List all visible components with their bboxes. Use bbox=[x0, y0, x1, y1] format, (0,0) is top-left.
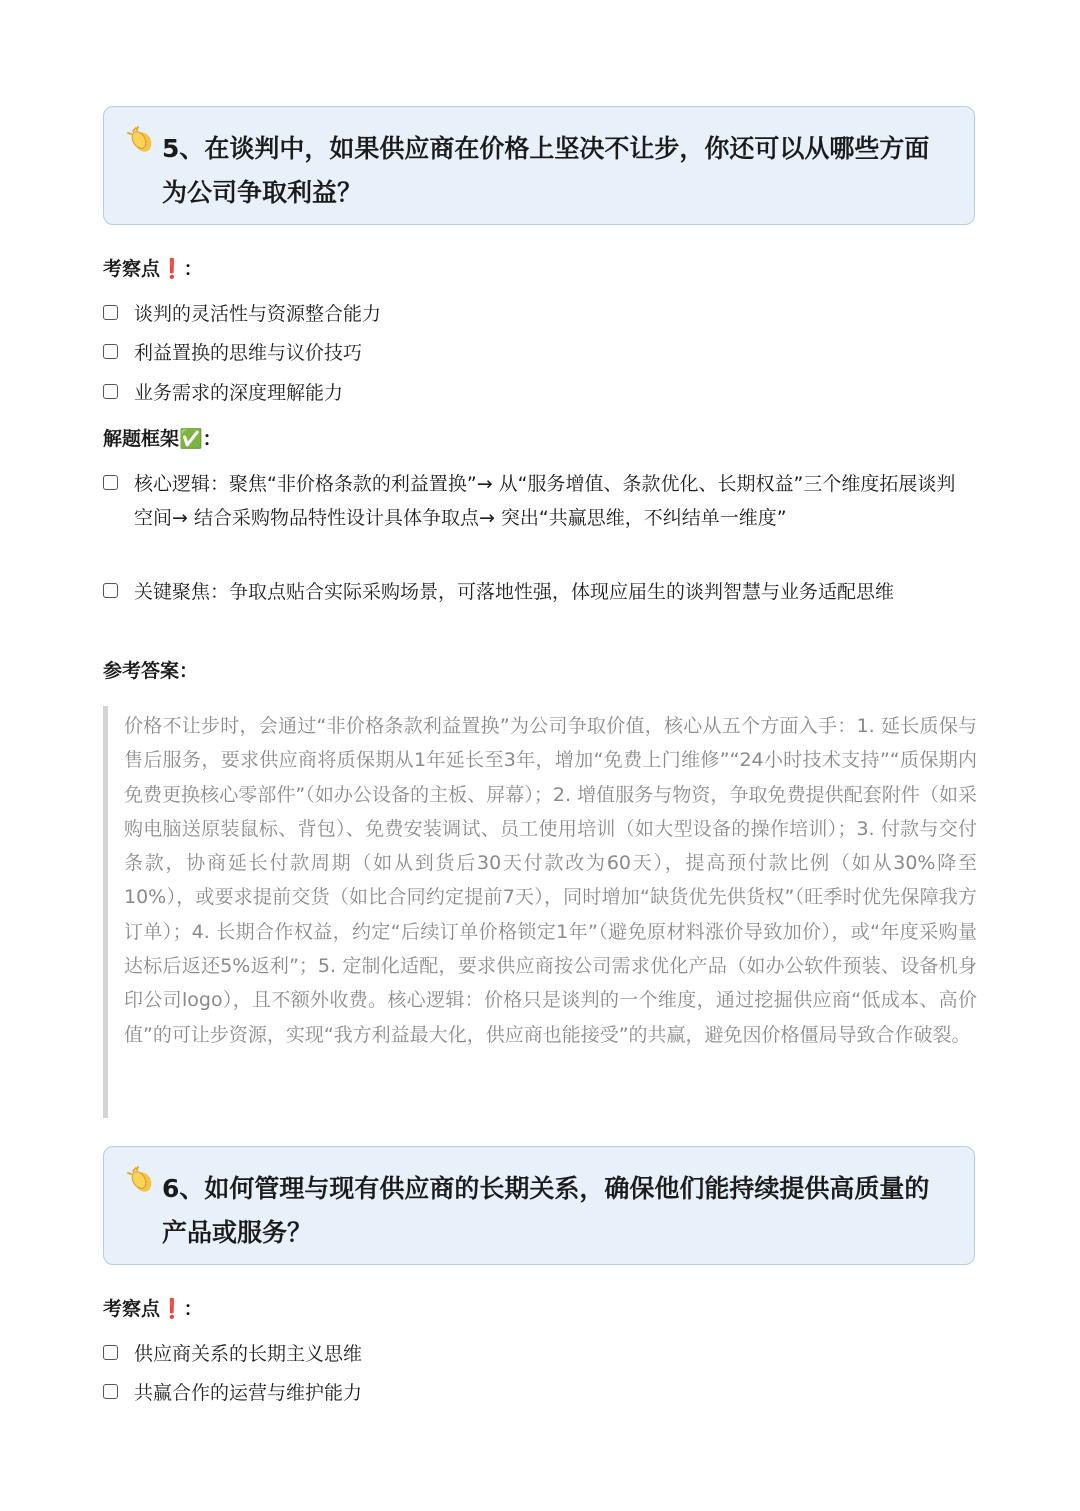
exam-point-text: 供应商关系的长期主义思维 bbox=[134, 1343, 363, 1365]
checkbox[interactable] bbox=[103, 475, 118, 490]
exam-point-item[interactable] bbox=[103, 376, 963, 410]
framework-label: 解题框架✅： bbox=[103, 428, 222, 450]
clapping-hands-icon bbox=[126, 1165, 156, 1195]
framework-text: 核心逻辑：聚焦“非价格条款的利益置换”→ 从“服务增值、条款优化、长期权益”三个维度拓展谈判空间→ 结合采购物品特性设计具体争取点→ 突出“共赢思维，不纠结单一维度” bbox=[134, 473, 956, 529]
exam-point-text: 共赢合作的运营与维护能力 bbox=[134, 1382, 363, 1404]
checkbox[interactable] bbox=[103, 305, 118, 320]
answer-text: 价格不让步时，会通过“非价格条款利益置换”为公司争取价值，核心从五个方面入手：1. 延长质保与售后服务，要求供应商将质保期从1年延长至3年，增加“免费上门维修”“24小时技术支持”“质保期内免费更换核心零部件”（如办公设备的主板、屏幕）；2. 增值服务与物资，争取免费提供配套附件（如采购电脑送原装鼠标、背包）、免费安装调试、员工使用培训（如大型设备的操作培训）；3. 付款与交付条款，协商延长付款周期（如从到货后30天付款改为60天），提高预付款比例（如从30%降至10%），或要求提前交货（如比合同约定提前7天），同时增加“缺货优先供货权”（旺季时优先保障我方订单）；4. 长期合作权益，约定“后续订单价格锁定1年”（避免原材料涨价导致加价），或“年度采购量达标后返还5%返利”；5. 定制化适配，要求供应商按公司需求优化产品（如办公软件预装、设备机身印公司logo），且不额外收费。核心逻辑：价格只是谈判的一个维度，通过挖掘供应商“低成本、高价值”的可让步资源，实现“我方利益最大化，供应商也能接受”的共赢，避免因价格僵局导致合作破裂。 bbox=[124, 715, 977, 1046]
exam-point-item[interactable] bbox=[103, 297, 963, 331]
checkbox[interactable] bbox=[103, 1345, 118, 1360]
question-card-5 bbox=[103, 106, 975, 225]
exam-point-item[interactable] bbox=[103, 336, 963, 370]
quote-bar bbox=[103, 706, 108, 1118]
checkbox[interactable] bbox=[103, 583, 118, 598]
checkbox[interactable] bbox=[103, 384, 118, 399]
framework-item[interactable] bbox=[103, 467, 963, 571]
reference-answer bbox=[103, 706, 977, 1118]
question-card-6 bbox=[103, 1146, 975, 1265]
clapping-hands-icon bbox=[126, 125, 156, 155]
answer-label: 参考答案： bbox=[103, 660, 199, 682]
exam-point-item[interactable] bbox=[103, 1337, 963, 1371]
framework-item[interactable] bbox=[103, 575, 963, 643]
question-title: 5、在谈判中，如果供应商在价格上坚决不让步，你还可以从哪些方面为公司争取利益？ bbox=[162, 134, 930, 207]
framework-text: 关键聚焦：争取点贴合实际采购场景，可落地性强，体现应届生的谈判智慧与业务适配思维 bbox=[134, 581, 895, 603]
question-title: 6、如何管理与现有供应商的长期关系，确保他们能持续提供高质量的产品或服务？ bbox=[162, 1174, 930, 1247]
checkbox[interactable] bbox=[103, 344, 118, 359]
exam-points-label: 考察点❗： bbox=[103, 258, 203, 280]
exam-point-text: 谈判的灵活性与资源整合能力 bbox=[134, 303, 382, 325]
exam-points-label: 考察点❗： bbox=[103, 1298, 203, 1320]
exam-point-text: 利益置换的思维与议价技巧 bbox=[134, 342, 363, 364]
exam-point-text: 业务需求的深度理解能力 bbox=[134, 382, 344, 404]
checkbox[interactable] bbox=[103, 1384, 118, 1399]
exam-point-item[interactable] bbox=[103, 1376, 963, 1410]
